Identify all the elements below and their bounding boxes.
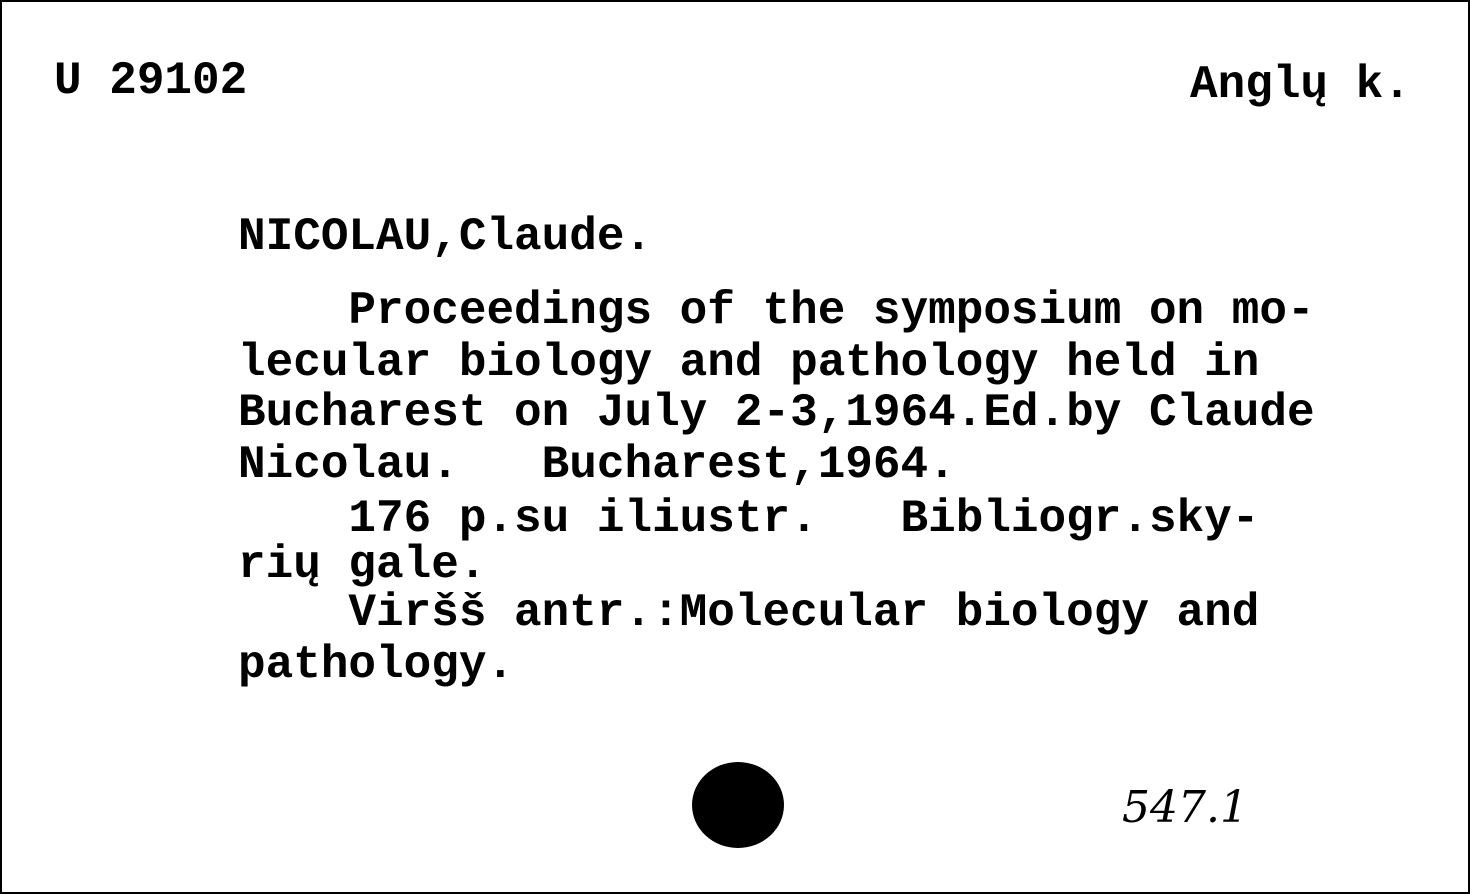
description-line: Nicolau. Bucharest,1964. [238,439,956,491]
description-line: pathology. [238,639,515,691]
description-line: Viršš antr.:Molecular biology and [238,587,1260,639]
description-line: lecular biology and pathology held in [238,337,1260,389]
author-heading: NICOLAU,Claude. [238,211,653,263]
description-line: Bucharest on July 2-3,1964.Ed.by Claude [238,387,1315,439]
description-line: Proceedings of the symposium on mo- [238,285,1315,337]
description-line: rių gale. [238,539,487,591]
language-note: Anglų k. [1190,59,1411,111]
description-line: 176 p.su iliustr. Bibliogr.sky- [238,493,1260,545]
punch-hole [692,762,784,848]
classification-number: 547.1 [1122,782,1248,833]
call-number: U 29102 [54,55,248,107]
